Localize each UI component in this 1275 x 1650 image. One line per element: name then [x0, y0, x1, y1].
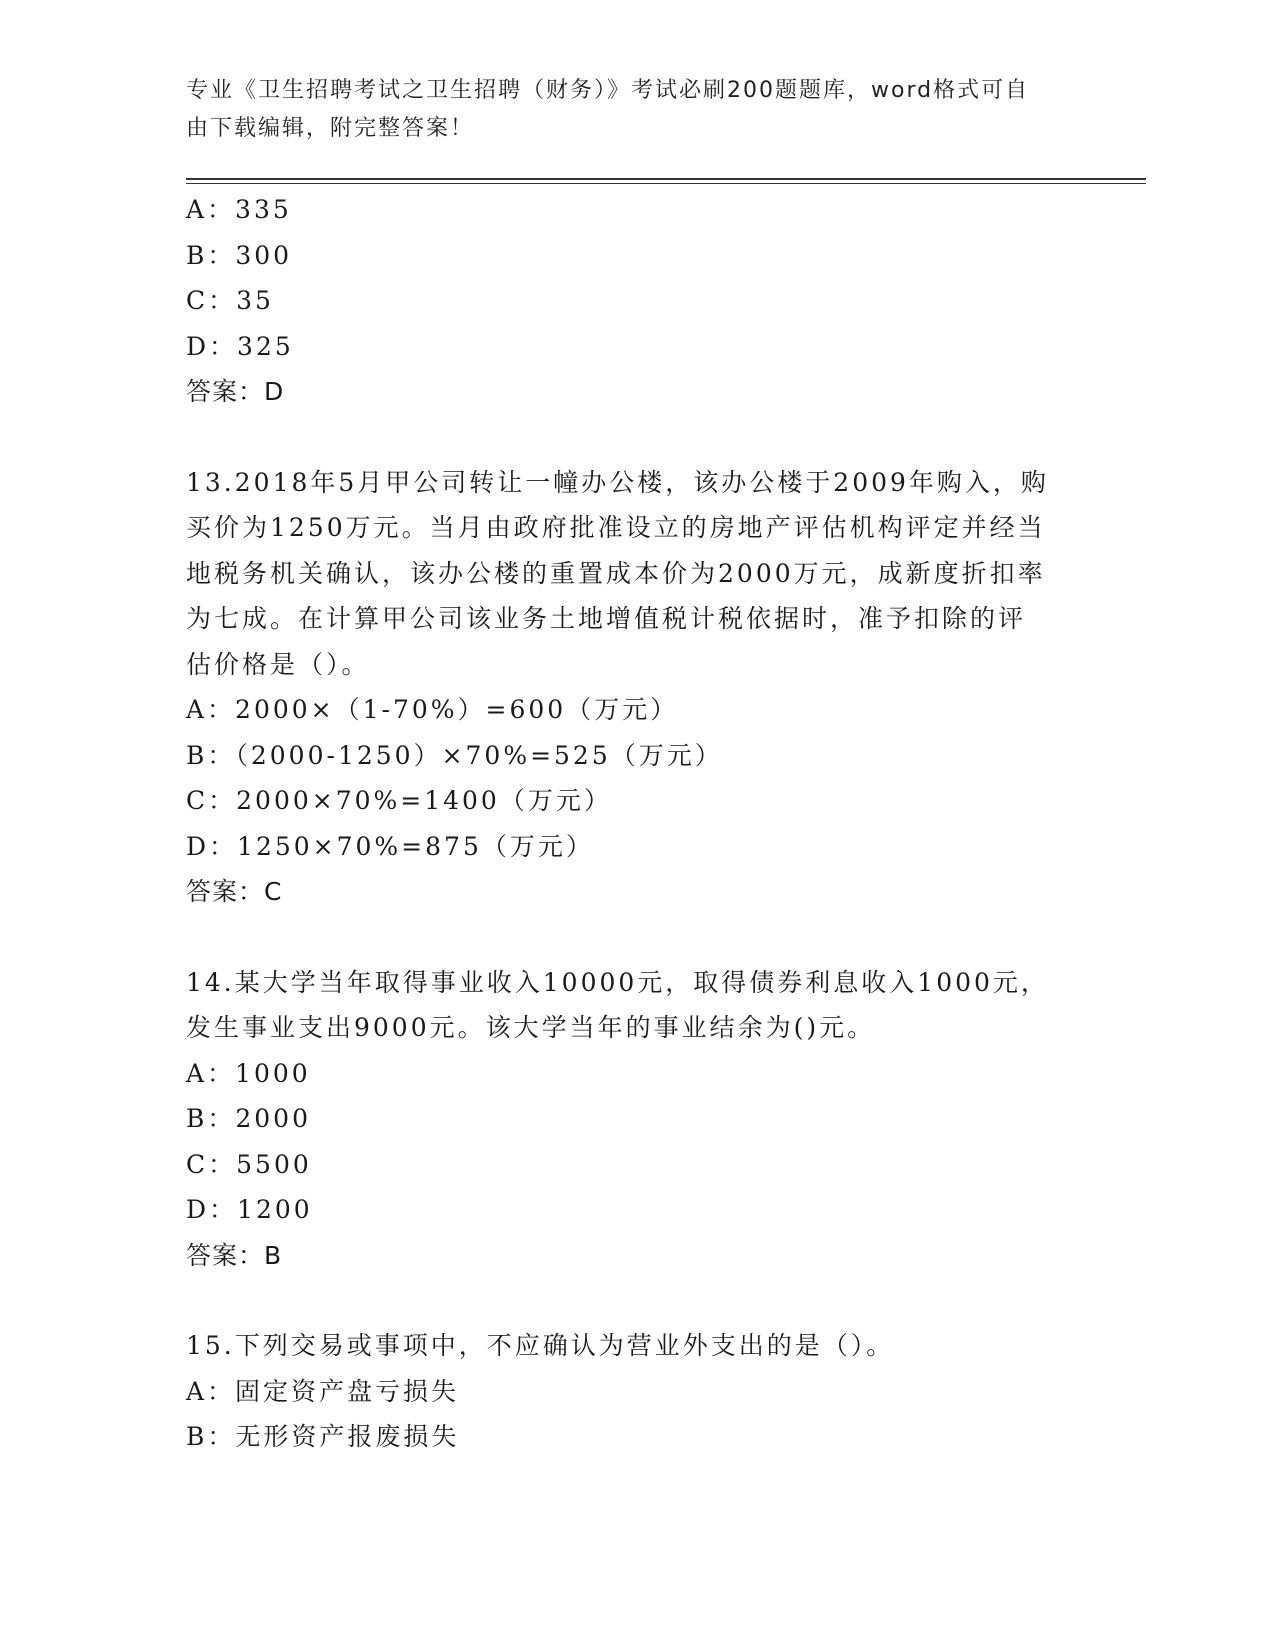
option-b: B：无形资产报废损失 [186, 1422, 460, 1451]
option-c: C：2000×70%=1400（万元） [186, 786, 612, 815]
question-12-continued [186, 187, 1066, 415]
option-d: D：1200 [186, 1195, 313, 1224]
spacer [186, 915, 1066, 960]
spacer [186, 1278, 1066, 1323]
option-b: B：300 [186, 240, 293, 270]
option-d: D：1250×70%=875（万元） [186, 831, 594, 861]
option-c: C：35 [186, 286, 274, 315]
document-header [186, 72, 1086, 148]
option-a: A：2000×（1-70%）=600（万元） [186, 695, 679, 724]
option-c: C：5500 [186, 1149, 312, 1179]
question-13 [186, 460, 1066, 915]
option-b: B：2000 [186, 1104, 311, 1133]
question-stem-line: 13.2018年5月甲公司转让一幢办公楼，该办公楼于2009年购入，购 [186, 467, 1049, 497]
spacer [186, 415, 1066, 460]
header-line-1: 专业《卫生招聘考试之卫生招聘（财务）》考试必刷200题题库，word格式可自 [186, 78, 1030, 103]
answer-line: 答案：C [186, 877, 283, 906]
question-stem-line: 发生事业支出9000元。该大学当年的事业结余为()元。 [186, 1013, 876, 1042]
question-stem-line: 买价为1250万元。当月由政府批准设立的房地产评估机构评定并经当 [186, 513, 1046, 542]
header-divider [186, 178, 1146, 184]
question-content [186, 187, 1066, 1460]
question-stem-line: 为七成。在计算甲公司该业务土地增值税计税依据时，准予扣除的评 [186, 604, 1027, 633]
question-stem-line: 地税务机关确认，该办公楼的重置成本价为2000万元，成新度折扣率 [186, 558, 1046, 588]
question-stem-line: 15.下列交易或事项中，不应确认为营业外支出的是（）。 [186, 1331, 895, 1360]
header-line-2: 由下载编辑，附完整答案！ [186, 116, 475, 141]
option-a: A：1000 [186, 1058, 311, 1088]
option-a: A：固定资产盘亏损失 [186, 1376, 460, 1406]
question-15 [186, 1323, 1066, 1460]
answer-line: 答案：D [186, 377, 285, 406]
question-stem-line: 14.某大学当年取得事业收入10000元，取得债券利息收入1000元， [186, 967, 1049, 997]
answer-line: 答案：B [186, 1240, 283, 1270]
question-14 [186, 960, 1066, 1279]
option-a: A：335 [186, 195, 292, 224]
option-d: D：325 [186, 331, 294, 361]
option-b: B：（2000-1250）×70%=525（万元） [186, 740, 723, 770]
question-stem-line: 估价格是（）。 [186, 649, 370, 679]
